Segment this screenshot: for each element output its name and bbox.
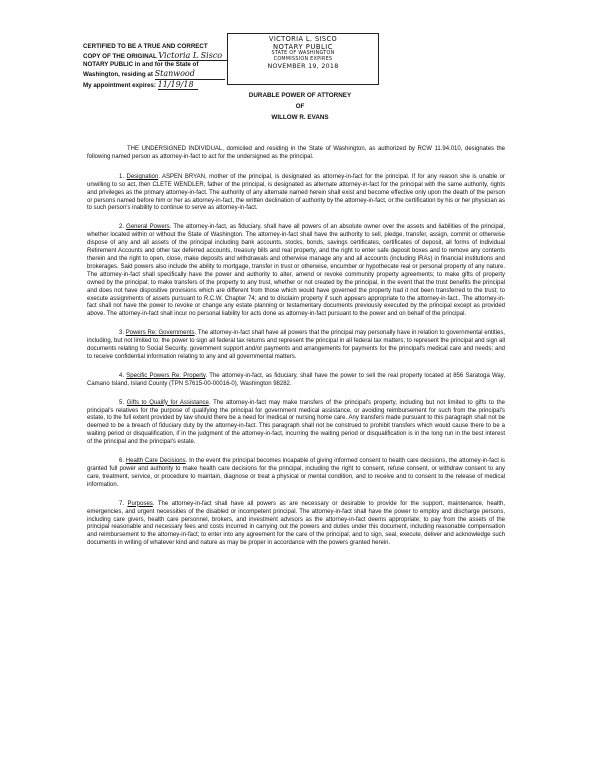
stamp-title: NOTARY PUBLIC [272, 42, 334, 51]
section-number: 1. [119, 173, 125, 180]
cert-line-4 [83, 69, 243, 80]
section-text: The attorney-in-fact shall have all powers as are necessary or desirable to provide for the support, maintenance, health, emergencies, and urgent necessities of the disabled or incompetent principal. The attorney-in-fact shall have the power to employ and discharge persons, including care givers, health care personnel, brokers, and investment advisors as the attorney-in-fact deems appropriate; to pay from the assets of the principal reasonable and necessary fees and costs incurred in carrying out the powers and duties under this document, including reasonable compensation and reimbursement to the attorney-in-fact; to enter into any agreement for the care of the principal; and to sign, seal, execute, deliver and acknowledge such documents in writing of whatever kind and nature as may be proper in accordance with the powers granted herein. [87, 500, 505, 547]
section-number: 4. [119, 372, 125, 379]
section-text: The attorney-in-fact, as fiduciary, shall have the power to sell the real property located at 856 Saratoga Way, Camano Island, Island County (TPN S7615-00-00016-0), Washington 98282. [87, 372, 505, 387]
principal-name: WILLOW R. EVANS [271, 114, 329, 121]
section-heading: Powers Re: Governments [125, 330, 195, 337]
section-gifts-assistance: 5. Gifts to Qualify for Assistance. The attorney-in-fact may make transfers of the principal's property, including but not limited to gifts to the principal's relatives for the purpose of qualifying the principal for government medical assistance, or avoiding reimbursement for such from the principal's estate, to the full extent provided by law should there be a need for medical or nursing home care. Any transfers made pursuant to this paragraph shall not be deemed to be a breach of fiduciary duty by the attorney-in-fact. This paragraph shall not be construed to prohibit transfers which would cause there to be a waiting period or disqualification, if in the judgment of the attorney-in-fact, incurring the waiting period or disqualification is in the long run in the best interest of the principal and the principal's estate. [87, 399, 505, 446]
section-text: The attorney-in-fact, as fiduciary, shall have all powers of an absolute owner over the assets and liabilities of the principal, whether located within or without the State of Washington. The attorney-in-fact shall have the authority to sell, pledge, transfer, assign, commit or otherwise dispose of any and all assets of the principal including bank accounts, stocks, bonds, savings certificates, certificates of deposit, all forms of Individual Retirement Accounts and other tax deferred accounts, treasury bills and real property, and the right to enter safe deposit boxes and to remove any contents therein and the right to open, close, make deposits and withdrawals and otherwise manage any and all accounts (including IRAs) in financial institutions and brokerages. Said powers also include the ability to mortgage, transfer in trust or otherwise, encumber or hypothecate real or personal property of any nature. The attorney-in-fact shall specifically have the power and authority to alter, amend or revoke community property agreements; to make gifts of property owned by the principal; to make transfers of the property to any trust, whether or not created by the principal, in the event that the trust benefits the principal and does not have dispositive provisions which are different from those which would have governed the property had it not been transferred to the trust; to execute assignments of assets pursuant to R.C.W. Chapter 74; and to disclaim property if such appears appropriate to the attorney-in-fact.. The attorney-in-fact shall not have the power to revoke or change any estate planning or testamentary documents previously executed by the principal except as provided above. The attorney-in-fact shall incur no personal liability for acts done as attorney-in-fact pursuant to the power and on behalf of the principal. [87, 224, 505, 318]
section-heading: Health Care Decisions [125, 458, 186, 465]
section-heading: Designation [126, 173, 159, 180]
document-title: DURABLE POWER OF ATTORNEY [248, 92, 352, 99]
section-powers-governments: 3. Powers Re: Governments. The attorney-in-fact shall have all powers that the principal may personally have in relation to governmental entities, including, but not limited to: the power to sign all federal tax returns and represent the principal in all federal tax matters; to represent the principal and sign all documents relating to Social Security, government support and/or payments and arrangements for payments for the principal's medical care and needs; and to receive confidential information relating to any and all governmental matters. [87, 330, 505, 360]
certification-block [83, 43, 243, 90]
residence-value: Stanwood [155, 69, 225, 80]
section-number: 7. [119, 500, 125, 507]
section-text: The attorney-in-fact may make transfers of the principal's property, including but not limited to gifts to the principal's relatives for the purpose of qualifying the principal for government medical assistance, or avoiding reimbursement for such from the principal's estate, to the full extent provided by law should there be a need for medical or nursing home care. Any transfers made pursuant to this paragraph shall not be deemed to be a breach of fiduciary duty by the attorney-in-fact. This paragraph shall not be construed to prohibit transfers which would cause there to be a waiting period or disqualification, if in the judgment of the attorney-in-fact, incurring the waiting period or disqualification is in the long run in the best interest of the principal and the principal's estate. [87, 399, 505, 446]
section-general-powers: 2. General Powers. The attorney-in-fact, as fiduciary, shall have all powers of an absolute owner over the assets and liabilities of the principal, whether located within or without the State of Washington. The attorney-in-fact shall have the authority to sell, pledge, transfer, assign, commit or otherwise dispose of any and all assets of the principal including bank accounts, stocks, bonds, savings certificates, certificates of deposit, all forms of Individual Retirement Accounts and other tax deferred accounts, treasury bills and real property, and the right to enter safe deposit boxes and to remove any contents therein and the right to open, close, make deposits and withdrawals and otherwise manage any and all accounts (including IRAs) in financial institutions and brokerages. Said powers also include the ability to mortgage, transfer in trust or otherwise, encumber or hypothecate real or personal property of any nature. The attorney-in-fact shall specifically have the power and authority to alter, amend or revoke community property agreements; to make gifts of property owned by the principal; to make transfers of the property to any trust, whether or not created by the principal, in the event that the trust benefits the principal and does not have dispositive provisions which are different from those which would have governed the property had it not been transferred to the trust; to execute assignments of assets pursuant to R.C.W. Chapter 74; and to disclaim property if such appears appropriate to the attorney-in-fact.. The attorney-in-fact shall not have the power to revoke or change any estate planning or testamentary documents previously executed by the principal except as provided above. The attorney-in-fact shall incur no personal liability for acts done as attorney-in-fact pursuant to the power and on behalf of the principal. [87, 224, 505, 318]
stamp-date: NOVEMBER 19, 2018 [267, 63, 339, 71]
section-number: 3. [119, 330, 125, 337]
section-heading: Purposes [127, 500, 153, 507]
notary-stamp [227, 33, 379, 85]
section-text: The attorney-in-fact shall have all powers that the principal may personally have in relation to governmental entities, including, but not limited to: the power to sign all federal tax returns and represent the principal in all federal tax matters; to represent the principal and sign all documents relating to Social Security, government support and/or payments and arrangements for payments for the principal's medical care and needs; and to receive confidential information relating to any and all governmental matters. [87, 330, 505, 360]
section-purposes: 7. Purposes. The attorney-in-fact shall have all powers as are necessary or desirable to provide for the support, maintenance, health, emergencies, and urgent necessities of the disabled or incompetent principal. The attorney-in-fact shall have the power to employ and discharge persons, including care givers, health care personnel, brokers, and investment advisors as the attorney-in-fact deems appropriate; to pay from the assets of the principal reasonable and necessary fees and costs incurred in carrying out the powers and duties under this document, including reasonable compensation and reimbursement to the attorney-in-fact; to enter into any agreement for the care of the principal; and to sign, seal, execute, deliver and acknowledge such documents in writing of whatever kind and nature as may be proper in accordance with the powers granted herein. [87, 500, 505, 547]
section-number: 6. [119, 458, 125, 465]
cert-line-2-text: COPY OF THE ORIGINAL [83, 52, 157, 60]
section-designation: 1. Designation. ASPEN BRYAN, mother of the principal, is designated as attorney-in-fact for the principal. If for any reason she is unable or unwilling to so act, then CLETE WENDLER, father of the principal, is designated as alternate attorney-in-fact for the principal with the same authority, rights and privileges as the primary attorney-in-fact. The authority of any alternate named herein shall exist and become effective only upon the death of the person or persons named before him or her as attorney-in-fact, the written declination of authority by the attorney-in-fact, or the certification by his or her physician as to such person's inability to continue to serve as attorney-in-fact. [87, 173, 505, 212]
section-text: In the event the principal becomes incapable of giving informed consent to health care decisions, the attorney-in-fact is granted full power and authority to make health care decisions for the principal, including the right to consent, refuse consent, or withdraw consent to any care, treatment, service, or procedure to maintain, diagnose or treat a physical or mental condition, and to receive and to consent to the release of medical information. [87, 458, 505, 488]
section-heading: Gifts to Qualify for Assistance [126, 399, 209, 406]
cert-line-3: NOTARY PUBLIC in and for the State of [83, 61, 199, 69]
section-heading: Specific Powers Re: Property [126, 372, 206, 379]
section-text: ASPEN BRYAN, mother of the principal, is designated as attorney-in-fact for the principal. If for any reason she is unable or unwilling to so act, then CLETE WENDLER, father of the principal, is designated as alternate attorney-in-fact for the principal with the same authority, rights and privileges as the primary attorney-in-fact. The authority of any alternate named herein shall exist and become effective only upon the death of the person or persons named before him or her as attorney-in-fact, the written declination of authority by the attorney-in-fact, or the certification by his or her physician as to such person's inability to continue to serve as attorney-in-fact. [87, 173, 505, 212]
stamp-expires-label: COMMISSION EXPIRES [273, 57, 333, 63]
cert-line-4-text: Washington, residing at [83, 70, 153, 78]
section-number: 5. [119, 399, 125, 406]
document-body [87, 146, 505, 559]
intro-paragraph: THE UNDERSIGNED INDIVIDUAL, domiciled and residing in the State of Washington, as authorized by RCW 11.94.010, designates the following named person as attorney-in-fact to act for the undersigned as the principal. [87, 146, 505, 160]
section-number: 2. [119, 224, 125, 231]
notary-signature: Victoria L Sisco [158, 51, 228, 62]
section-health-care: 6. Health Care Decisions. In the event the principal becomes incapable of giving informed consent to health care decisions, the attorney-in-fact is granted full power and authority to make health care decisions for the principal, including the right to consent, refuse consent, or withdraw consent to any care, treatment, service, or procedure to maintain, diagnose or treat a physical or mental condition, and to receive and to consent to the release of medical information. [87, 458, 505, 488]
cert-line-1: CERTIFIED TO BE A TRUE AND CORRECT [83, 43, 208, 50]
document-title-of: OF [295, 103, 305, 110]
cert-line-5-text: My appointment expires: [83, 81, 156, 89]
cert-line-5 [83, 80, 243, 91]
section-specific-powers-property: 4. Specific Powers Re: Property. The attorney-in-fact, as fiduciary, shall have the power to sell the real property located at 856 Saratoga Way, Camano Island, Island County (TPN S7615-00-00016-0), Washington 98282. [87, 372, 505, 387]
stamp-name: VICTORIA L. SISCO [268, 35, 338, 43]
stamp-state: STATE OF WASHINGTON [271, 51, 335, 57]
appointment-date: 11/19/18 [158, 80, 198, 91]
cert-line-2 [83, 51, 243, 62]
section-heading: General Powers [126, 224, 170, 231]
